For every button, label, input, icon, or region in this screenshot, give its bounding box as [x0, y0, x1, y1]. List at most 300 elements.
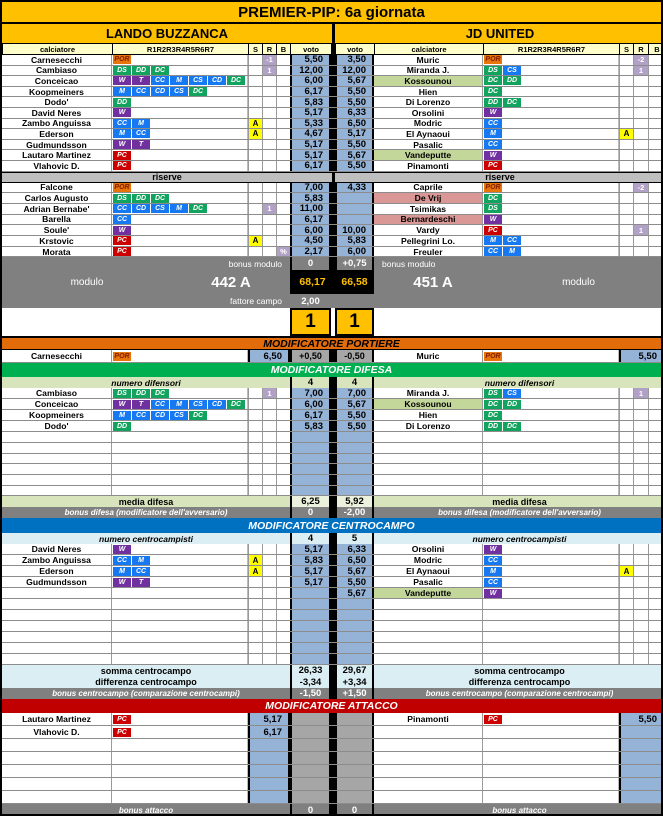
b-cell	[276, 225, 290, 235]
role-badge-cs: CS	[170, 411, 188, 420]
r-cell	[633, 204, 648, 214]
b-cell	[648, 475, 663, 485]
sub-cell	[248, 643, 262, 653]
sub-cell	[619, 399, 633, 409]
role-badge-cs: CS	[189, 76, 207, 85]
player-name	[2, 454, 112, 464]
role-badge-w: W	[113, 578, 131, 587]
role-badges	[112, 555, 248, 565]
table-row	[2, 599, 661, 610]
table-row	[2, 225, 661, 236]
sub-cell	[248, 588, 262, 598]
score-row	[2, 308, 661, 336]
r-cell	[633, 129, 648, 139]
sub-cell: A	[248, 129, 262, 139]
voto-left: 12,00	[290, 66, 331, 76]
sub-cell	[248, 204, 262, 214]
centrocampo-rows	[2, 544, 661, 665]
side-value-left	[248, 739, 290, 751]
r-cell	[262, 76, 276, 86]
r-cell	[633, 140, 648, 150]
sub-cell	[619, 150, 633, 160]
role-badges	[483, 739, 619, 751]
role-badge-t: T	[132, 76, 150, 85]
player-name: Vandeputte	[374, 588, 483, 598]
r-cell	[633, 443, 648, 453]
modulo-label-right: modulo	[562, 276, 595, 288]
role-badges	[112, 129, 248, 139]
r-cell	[262, 161, 276, 171]
player-name: Orsolini	[374, 108, 483, 118]
table-row	[2, 236, 661, 247]
col-header-R4: R4	[175, 44, 186, 54]
voto-right: 5,50	[335, 410, 374, 420]
sub-cell	[619, 544, 633, 554]
b-cell	[276, 566, 290, 576]
role-badge-pc: PC	[113, 151, 131, 160]
b-cell	[276, 610, 290, 620]
r-cell	[633, 566, 648, 576]
middle-cell-left	[290, 778, 331, 790]
voto-left	[290, 654, 331, 664]
player-name	[2, 643, 112, 653]
voto-left	[290, 443, 331, 453]
sub-cell	[619, 108, 633, 118]
role-badge-ds: DS	[113, 194, 131, 203]
b-cell	[276, 577, 290, 587]
sub-cell	[619, 193, 633, 203]
table-row	[2, 654, 661, 665]
side-value-right: 5,50	[619, 350, 663, 362]
side-value-right: 5,50	[619, 713, 663, 725]
voto-right: 6,33	[335, 108, 374, 118]
r-cell	[262, 399, 276, 409]
b-cell	[648, 140, 663, 150]
r-cell	[262, 193, 276, 203]
player-name: Carlos Augusto	[2, 193, 112, 203]
player-name	[2, 432, 112, 442]
numero-centrocampisti-row	[2, 533, 661, 544]
voto-right: 5,50	[335, 577, 374, 587]
r-cell: -1	[262, 55, 276, 65]
role-badge-ds: DS	[113, 66, 131, 75]
role-badges	[112, 204, 248, 214]
role-badge-cc: CC	[132, 87, 150, 96]
role-badges	[112, 464, 248, 474]
player-name: Conceicao	[2, 76, 112, 86]
somma-centrocampo-row	[2, 665, 661, 676]
side-value-left: 6,17	[248, 726, 290, 738]
table-row	[2, 486, 661, 497]
player-name: Dodo'	[2, 97, 112, 107]
col-header-s-right: S	[619, 44, 633, 54]
role-badge-cc: CC	[151, 76, 169, 85]
role-badges	[112, 577, 248, 587]
role-badge-ds: DS	[484, 204, 502, 213]
b-cell	[648, 119, 663, 129]
role-badge-cs: CS	[189, 400, 207, 409]
spacer	[374, 294, 663, 308]
bonus-attacco-right: 0	[335, 804, 374, 816]
role-badge-m: M	[484, 129, 502, 138]
r-cell	[262, 225, 276, 235]
voto-left	[290, 432, 331, 442]
b-cell	[648, 193, 663, 203]
player-name	[374, 443, 483, 453]
sub-cell	[248, 150, 262, 160]
col-header-R5: R5	[185, 44, 195, 54]
role-badges	[483, 555, 619, 565]
voto-left: 5,17	[290, 140, 331, 150]
r-cell	[633, 150, 648, 160]
role-badges	[112, 410, 248, 420]
role-badges	[483, 778, 619, 790]
b-cell	[648, 599, 663, 609]
role-badge-w: W	[484, 589, 502, 598]
middle-cell-right	[335, 713, 374, 725]
player-name: Miranda J.	[374, 66, 483, 76]
fattore-campo-value: 2,00	[301, 295, 320, 307]
numero-difensori-right: 4	[335, 377, 374, 388]
side-value-left	[248, 752, 290, 764]
differenza-label-left: differenza centrocampo	[95, 677, 197, 688]
attacco-rows	[2, 713, 661, 804]
player-name	[374, 739, 483, 751]
voto-right	[335, 204, 374, 214]
col-header-voto-right: voto	[335, 44, 374, 54]
sub-cell	[248, 632, 262, 642]
player-name	[2, 778, 112, 790]
sub-cell	[619, 454, 633, 464]
r-cell	[262, 150, 276, 160]
role-badge-w: W	[484, 545, 502, 554]
role-badges	[483, 119, 619, 129]
sub-cell	[248, 183, 262, 193]
voto-left: 5,17	[290, 150, 331, 160]
voto-right: 5,50	[335, 87, 374, 97]
sub-cell	[248, 610, 262, 620]
sub-cell	[248, 108, 262, 118]
team-header-row	[2, 24, 661, 44]
role-badges	[112, 778, 248, 790]
b-cell	[648, 464, 663, 474]
table-row	[2, 778, 661, 791]
b-cell	[276, 486, 290, 496]
table-row	[2, 76, 661, 87]
table-row	[2, 713, 661, 726]
portiere-row	[2, 350, 661, 363]
r-cell	[633, 454, 648, 464]
col-header-r-left: R	[262, 44, 276, 54]
bonus-difesa-left: 0	[290, 507, 331, 518]
team-name-left: LANDO BUZZANCA	[2, 24, 332, 44]
role-badges	[483, 76, 619, 86]
voto-right: 10,00	[335, 225, 374, 235]
b-cell	[648, 161, 663, 171]
sub-cell	[248, 654, 262, 664]
player-name	[2, 765, 112, 777]
role-badge-w: W	[484, 215, 502, 224]
role-badges	[483, 236, 619, 246]
table-row	[2, 432, 661, 443]
side-value-left: 6,50	[248, 350, 290, 362]
voto-right: 4,33	[335, 183, 374, 193]
table-row	[2, 66, 661, 77]
role-badge-pc: PC	[113, 161, 131, 170]
b-cell	[276, 55, 290, 65]
b-cell	[648, 183, 663, 193]
role-badge-dc: DC	[189, 411, 207, 420]
bonus-centrocampo-right: +1,50	[335, 688, 374, 699]
role-badge-cc: CC	[113, 215, 131, 224]
role-badges	[112, 632, 248, 642]
voto-left: 5,17	[290, 108, 331, 118]
sub-cell	[248, 55, 262, 65]
role-badge-cc: CC	[484, 140, 502, 149]
middle-cell-right	[335, 726, 374, 738]
table-row	[2, 752, 661, 765]
r-cell	[633, 215, 648, 225]
b-cell	[276, 129, 290, 139]
role-badges	[112, 388, 248, 398]
r-cell	[262, 215, 276, 225]
role-badge-m: M	[113, 567, 131, 576]
voto-right	[335, 193, 374, 203]
role-badge-m: M	[113, 129, 131, 138]
role-badge-m: M	[170, 204, 188, 213]
middle-cell-right	[335, 791, 374, 803]
player-name	[2, 464, 112, 474]
voto-right	[335, 632, 374, 642]
col-header-R1: R1	[146, 44, 157, 54]
table-row	[2, 215, 661, 226]
b-cell	[276, 544, 290, 554]
b-cell	[276, 475, 290, 485]
voto-left	[290, 464, 331, 474]
table-row	[2, 464, 661, 475]
role-badges	[112, 486, 248, 496]
sub-cell	[619, 76, 633, 86]
sub-cell	[619, 183, 633, 193]
side-value-right	[619, 791, 663, 803]
b-cell	[276, 119, 290, 129]
bonus-attacco-label-left: bonus attacco	[118, 806, 174, 816]
role-badge-w: W	[113, 140, 131, 149]
r-cell	[262, 129, 276, 139]
role-badge-pc: PC	[484, 161, 502, 170]
voto-left	[290, 588, 331, 598]
middle-cell-left: +0,50	[290, 350, 331, 362]
player-name	[374, 486, 483, 496]
riserve-label-right: riserve	[335, 172, 663, 183]
player-name	[374, 654, 483, 664]
sub-cell	[619, 140, 633, 150]
role-badges	[112, 599, 248, 609]
table-row	[2, 454, 661, 465]
table-row	[2, 108, 661, 119]
role-badge-dd: DD	[132, 389, 150, 398]
bonus-modulo-row	[2, 257, 661, 270]
r-cell	[262, 108, 276, 118]
sub-cell	[619, 421, 633, 431]
player-name: Kossounou	[374, 399, 483, 409]
modulo-row	[2, 270, 661, 294]
role-badge-dc: DC	[151, 194, 169, 203]
b-cell	[276, 632, 290, 642]
table-row	[2, 87, 661, 98]
r-cell: -2	[633, 55, 648, 65]
r-cell	[633, 76, 648, 86]
sub-cell	[248, 161, 262, 171]
role-badges	[483, 486, 619, 496]
sub-cell: A	[248, 236, 262, 246]
b-cell	[276, 66, 290, 76]
spacer	[335, 294, 374, 308]
player-name: Koopmeiners	[2, 410, 112, 420]
role-badges	[483, 421, 619, 431]
b-cell	[276, 388, 290, 398]
r-cell	[633, 161, 648, 171]
player-name: Hien	[374, 410, 483, 420]
role-badge-dd: DD	[113, 422, 131, 431]
player-name: Lautaro Martinez	[2, 713, 112, 725]
sub-cell	[248, 66, 262, 76]
role-badge-cd: CD	[208, 76, 226, 85]
b-cell	[648, 566, 663, 576]
role-badge-por: POR	[485, 183, 501, 191]
role-badges	[112, 161, 248, 171]
sub-cell	[619, 555, 633, 565]
player-name	[374, 752, 483, 764]
media-difesa-label-right: media difesa	[492, 496, 547, 507]
sub-cell	[248, 577, 262, 587]
role-badges	[483, 225, 619, 235]
r-cell	[633, 119, 648, 129]
r-cell: 1	[262, 66, 276, 76]
sub-cell	[248, 215, 262, 225]
centrocampo-section-header: MODIFICATORE CENTROCAMPO	[2, 518, 661, 533]
player-name: Pasalic	[374, 140, 483, 150]
role-badge-por: POR	[485, 352, 501, 360]
voto-left	[290, 643, 331, 653]
voto-left: 5,17	[290, 577, 331, 587]
sub-cell	[248, 410, 262, 420]
r-cell	[633, 577, 648, 587]
player-name: Pinamonti	[374, 713, 483, 725]
table-row	[2, 410, 661, 421]
role-badges	[112, 193, 248, 203]
table-row	[2, 247, 661, 258]
role-badges	[112, 76, 248, 86]
b-cell	[648, 76, 663, 86]
role-badge-dc: DC	[151, 389, 169, 398]
b-cell	[276, 621, 290, 631]
voto-right	[335, 621, 374, 631]
player-name: Lautaro Martinez	[2, 150, 112, 160]
bonus-difesa-label-left: bonus difesa (modificatore dell'avversario)	[64, 508, 228, 518]
b-cell	[648, 643, 663, 653]
voto-right	[335, 610, 374, 620]
numero-centrocampisti-label-left: numero centrocampisti	[99, 533, 193, 544]
voto-left: 5,83	[290, 193, 331, 203]
sub-cell	[248, 399, 262, 409]
b-cell	[276, 443, 290, 453]
player-name: Carnesecchi	[2, 55, 112, 65]
sub-cell	[248, 97, 262, 107]
voto-right: 5,50	[335, 421, 374, 431]
r-cell	[633, 410, 648, 420]
role-badges	[483, 97, 619, 107]
table-row	[2, 421, 661, 432]
sub-cell	[248, 464, 262, 474]
table-row	[2, 399, 661, 410]
role-badges	[112, 739, 248, 751]
table-row	[2, 588, 661, 599]
role-badge-dc: DC	[484, 411, 502, 420]
table-row	[2, 739, 661, 752]
table-row	[2, 765, 661, 778]
voto-right: 5,67	[335, 566, 374, 576]
player-name: Tsimikas	[374, 204, 483, 214]
role-badge-cd: CD	[151, 87, 169, 96]
role-badge-pc: PC	[484, 715, 502, 724]
role-badge-w: W	[113, 226, 131, 235]
b-cell	[648, 129, 663, 139]
role-badge-dd: DD	[484, 422, 502, 431]
role-badges	[483, 204, 619, 214]
player-name: Morata	[2, 247, 112, 257]
somma-centrocampo-label-left: somma centrocampo	[100, 665, 192, 676]
role-badge-cc: CC	[113, 119, 131, 128]
role-badges	[112, 399, 248, 409]
role-badge-pc: PC	[113, 247, 131, 256]
voto-right	[335, 432, 374, 442]
numero-centrocampisti-left: 4	[290, 533, 331, 544]
b-cell	[648, 544, 663, 554]
voto-right: 5,67	[335, 588, 374, 598]
role-badge-dc: DC	[227, 76, 245, 85]
numero-centrocampisti-right: 5	[335, 533, 374, 544]
table-row	[2, 97, 661, 108]
role-badge-dd: DD	[503, 400, 521, 409]
role-badge-dd: DD	[503, 76, 521, 85]
role-badges	[483, 55, 619, 65]
sub-cell	[619, 432, 633, 442]
voto-right: 5,50	[335, 97, 374, 107]
voto-right	[335, 464, 374, 474]
col-header-R2: R2	[527, 44, 538, 54]
b-cell	[648, 225, 663, 235]
r-cell	[262, 236, 276, 246]
table-row	[2, 566, 661, 577]
total-right: 66,58	[335, 270, 374, 294]
sub-cell	[619, 161, 633, 171]
r-cell	[262, 464, 276, 474]
middle-cell-right: -0,50	[335, 350, 374, 362]
role-badge-dd: DD	[132, 66, 150, 75]
r-cell	[633, 643, 648, 653]
role-badge-m: M	[132, 556, 150, 565]
bonus-centrocampo-label-left: bonus centrocampo (comparazione centrocampi)	[52, 689, 240, 699]
sub-cell	[619, 225, 633, 235]
role-badge-cc: CC	[484, 578, 502, 587]
formation-right: 451 A	[413, 273, 453, 291]
player-name	[2, 739, 112, 751]
player-name: Caprile	[374, 183, 483, 193]
middle-cell-left	[290, 765, 331, 777]
player-name: Vlahovic D.	[2, 726, 112, 738]
r-cell	[633, 87, 648, 97]
